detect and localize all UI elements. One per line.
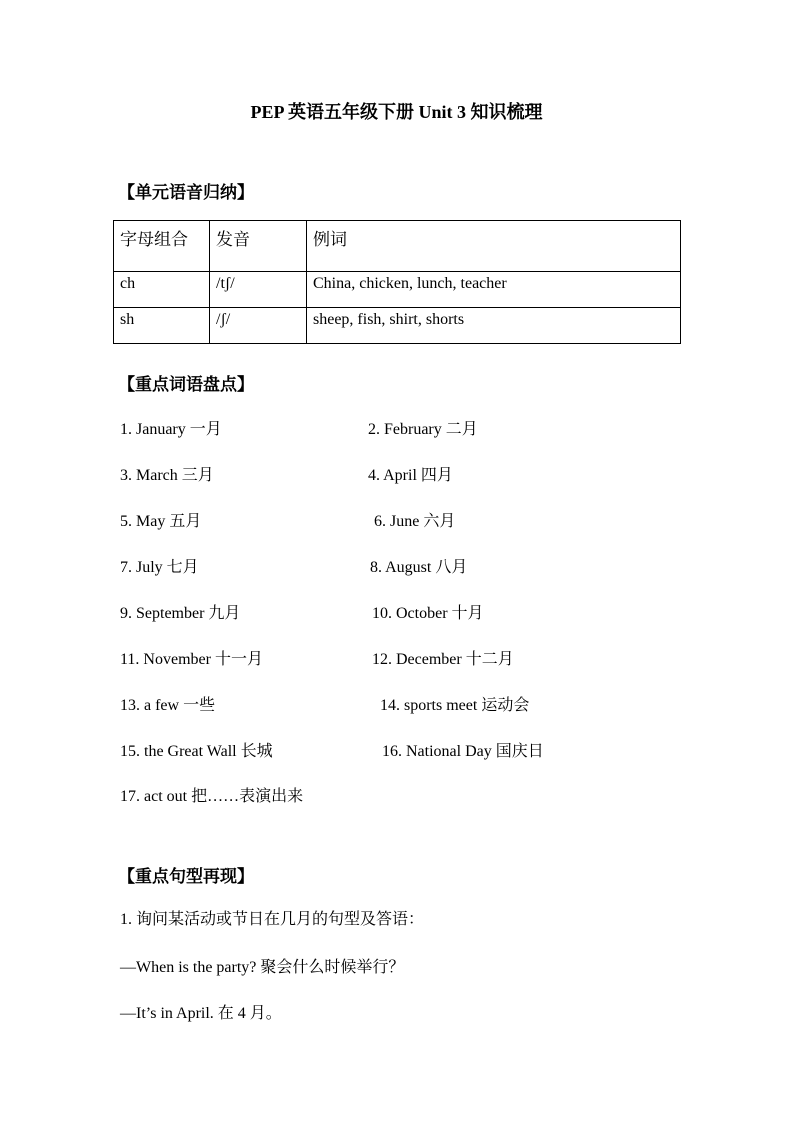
phonics-table bbox=[113, 220, 681, 344]
vocab-item: 8. August 八月 bbox=[370, 559, 468, 576]
sentences-heading: 【重点句型再现】 bbox=[118, 867, 254, 886]
vocab-item: 4. April 四月 bbox=[368, 467, 453, 484]
vocab-item: 7. July 七月 bbox=[120, 559, 199, 576]
cell-letters: ch bbox=[114, 272, 210, 308]
vocab-item: 3. March 三月 bbox=[120, 467, 214, 484]
vocab-item: 2. February 二月 bbox=[368, 421, 478, 438]
vocab-item: 1. January 一月 bbox=[120, 421, 222, 438]
cell-examples: China, chicken, lunch, teacher bbox=[307, 272, 681, 308]
header-pronunciation: 发音 bbox=[210, 221, 307, 272]
vocab-item: 14. sports meet 运动会 bbox=[380, 697, 530, 714]
vocab-item: 13. a few 一些 bbox=[120, 697, 216, 714]
vocab-item: 5. May 五月 bbox=[120, 513, 202, 530]
phonics-heading: 【单元语音归纳】 bbox=[118, 183, 254, 202]
vocab-item: 12. December 十二月 bbox=[372, 651, 514, 668]
sentence-line: —It’s in April. 在 4 月。 bbox=[120, 1005, 282, 1022]
sentence-line: —When is the party? 聚会什么时候举行？ bbox=[120, 959, 405, 976]
document-title: PEP 英语五年级下册 Unit 3 知识梳理 bbox=[250, 102, 543, 122]
table-row bbox=[114, 272, 681, 308]
header-example-words: 例词 bbox=[307, 221, 681, 272]
vocab-item: 11. November 十一月 bbox=[120, 651, 263, 668]
table-row bbox=[114, 308, 681, 344]
vocab-item: 10. October 十月 bbox=[372, 605, 484, 622]
vocab-item: 6. June 六月 bbox=[374, 513, 456, 530]
vocab-item: 9. September 九月 bbox=[120, 605, 241, 622]
vocabulary-heading: 【重点词语盘点】 bbox=[118, 375, 254, 394]
vocab-item: 17. act out 把……表演出来 bbox=[120, 788, 304, 805]
cell-examples: sheep, fish, shirt, shorts bbox=[307, 308, 681, 344]
header-letter-combination: 字母组合 bbox=[114, 221, 210, 272]
table-header-row bbox=[114, 221, 681, 272]
cell-sound: /tʃ/ bbox=[210, 272, 307, 308]
cell-letters: sh bbox=[114, 308, 210, 344]
sentence-line: 1. 询问某活动或节日在几月的句型及答语： bbox=[120, 911, 425, 928]
vocab-item: 15. the Great Wall 长城 bbox=[120, 743, 273, 760]
vocab-item: 16. National Day 国庆日 bbox=[382, 743, 544, 760]
cell-sound: /ʃ/ bbox=[210, 308, 307, 344]
